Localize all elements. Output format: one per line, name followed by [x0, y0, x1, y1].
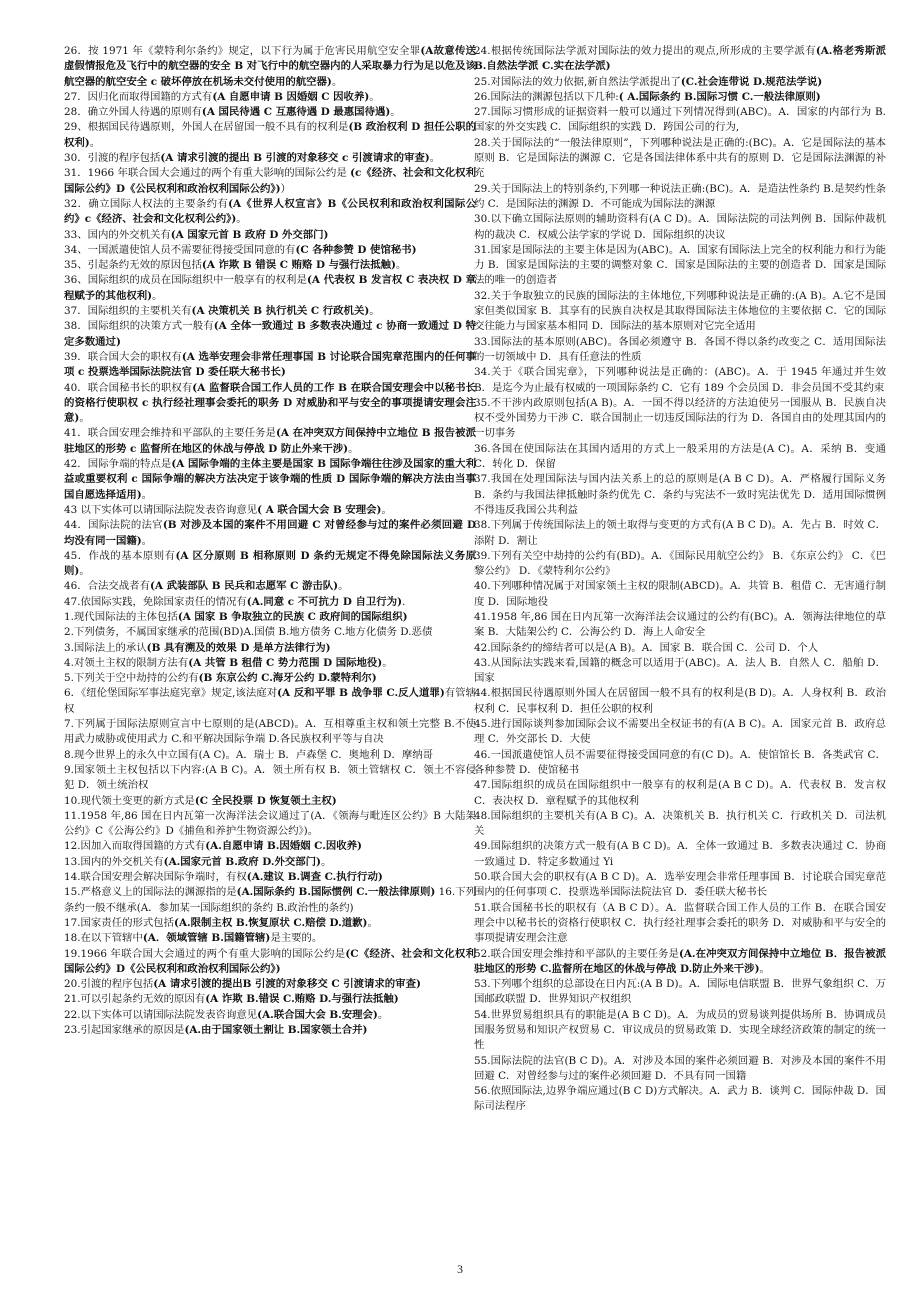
question-item	[474, 1084, 886, 1115]
question-text: 14.联合国安理会解决国际争端时，有权	[64, 871, 247, 884]
question-text: 28.关于国际法的“一般法律原则”，下列哪种说法是正确的:(BC)。A．它是国际法的基本原则 B．它是国际法的渊源 C．它是各国法律体系中共有的原则 D．它是国际法渊源的补充	[474, 136, 886, 180]
answer-text: (B 具有溯及的效果 D 是单方法律行为)	[146, 641, 331, 654]
question-tail: 。	[79, 565, 90, 578]
question-text: 36.各国在使国际法在其国内适用的方式上一般采用的方法是(A C)。A．采纳 B．变通 C．转化 D．保留	[474, 442, 886, 471]
question-text: 42.国际条约的缔结者可以是(A B)。A．国家 B．联合国 C．公司 D．个人	[474, 641, 819, 654]
question-item	[64, 625, 476, 640]
question-text: 20.引渡的程序包括	[64, 978, 154, 991]
question-item	[64, 686, 476, 717]
answer-text: (B 政治权利 D 担任公职的权利)	[64, 121, 476, 149]
question-text: 37．国际组织的主要机关有	[64, 305, 192, 318]
question-item	[474, 518, 886, 549]
question-item	[64, 839, 476, 854]
answer-text: (A 诈欺 B 错误 C 贿赂 D 与强行法抵触)	[201, 259, 396, 272]
answer-text: (A.国际条约 B.国际惯例 C.一般法律原则)	[236, 886, 436, 899]
question-text: 32．确立国际人权法的主要条约有	[64, 197, 229, 210]
question-item	[474, 656, 886, 687]
question-tail: 。	[395, 259, 407, 272]
answer-text: (C.社会连带说 D.规范法学说)	[680, 75, 823, 88]
question-text: 31.国家是国际法的主要主体是因为(ABC)。A．国家有国际法上完全的权利能力和行为能力 B．国家是国际法的主要的调整对象 C．国家是国际法的主要的创造者 D．国家是国际法的唯一的创造者	[474, 243, 886, 287]
question-text: 5.下列关于空中劫持的公约有	[64, 672, 199, 685]
answer-text: (A．领域管辖 B.国籍管辖)	[142, 932, 271, 945]
answer-text: (A.由于国家领土割让 B.国家领土合并)	[184, 1024, 368, 1036]
answer-text: (B 东京公约 C.海牙公约 D.蒙特利尔)	[198, 672, 377, 685]
question-item	[64, 916, 476, 931]
question-item	[64, 855, 476, 870]
question-item	[64, 610, 476, 625]
question-text: 40.下列哪种情况属于对国家领土主权的限制(ABCD)。A．共管 B．租借 C．无害通行制度 D．国际地役	[474, 580, 886, 608]
question-tail: 。	[320, 855, 332, 868]
answer-text: (A.在冲突双方间保持中立地位 B．报告被派驻地区的形势 C.监督所在地区的休战与停战 D.防止外来干涉)	[474, 947, 886, 975]
question-text: 7.下列属于国际法原则宣言中七原则的是(ABCD)。A．互相尊重主权和领土完整 B.不使用武力威胁或使用武力 C.和平解决国际争端 D.各民族权利平等与自决	[64, 718, 476, 746]
question-text: 43.从国际法实践来看,国籍的概念可以适用于(ABC)。A．法人 B．自然人 C．船舶 D．国家	[474, 656, 886, 685]
question-text: 41.1958 年,86 国在日内瓦第一次海洋法会议通过的公约有(BC)。A．领海法律地位的草案 B．大陆架公约 C．公海公约 D．海上人命安全	[474, 610, 886, 639]
question-text: 52.联合国安理会维持和平部队的主要任务是	[474, 947, 679, 960]
question-item	[64, 579, 476, 594]
question-item	[64, 977, 476, 992]
question-item	[474, 641, 886, 656]
question-text: 6．《纽伦堡国际军事法庭宪章》规定,该法庭对	[64, 687, 278, 700]
question-item	[64, 319, 476, 350]
question-text: 49.国际组织的决策方式一般有(A B C D)。A．全体一致通过 B．多数表决通过 C．协商一致通过 D．特定多数通过 Yi	[474, 840, 886, 868]
question-text: 44．国际法院的法官	[64, 519, 163, 532]
question-item	[474, 44, 886, 75]
answer-text: (A 全体一致通过 B 多数表决通过 c 协商一致通过 D 特定多数通过)	[64, 320, 476, 348]
question-item	[474, 870, 886, 901]
question-tail: 。	[429, 152, 441, 165]
question-text: 18.在以下管辖中	[64, 932, 143, 945]
question-item	[474, 549, 886, 580]
question-text: 33、国内的外交机关有	[64, 228, 171, 241]
question-item	[474, 105, 886, 136]
question-tail: 。	[367, 916, 378, 929]
answer-text: (A 反和平罪 B 战争罪 C.反人道罪)	[277, 687, 445, 700]
question-text: 46.一国派遣使馆人员不需要征得接受国同意的有(C D)。A．使馆馆长 B．各类武官 C．各种参赞 D．使馆秘书	[474, 748, 886, 776]
question-item	[474, 212, 886, 243]
answer-text: (A.国家元首 B.政府 D.外交部门)	[163, 855, 321, 868]
question-text: 47.国际组织的成员在国际组织中一般享有的权利是(A B C D)。A．代表权 B．发言权 C．表决权 D．章程赋予的其他权利	[474, 779, 886, 807]
question-item	[64, 671, 476, 686]
answer-text: (A 国家元首 B 政府 D 外交部门)	[170, 228, 329, 241]
question-text: 39.下列有关空中劫持的公约有(BD)。A．《国际民用航空公约》 B．《东京公约》 C．《巴黎公约》 D．《蒙特利尔公约》	[474, 549, 886, 578]
answer-text: (B 对涉及本国的案件不用回避 C 对曾经参与过的案件必须回避 D 均没有同一国籍)	[64, 519, 476, 547]
question-tail: 。	[331, 75, 343, 88]
question-text: 2.下列债务，不属国家继承的范围(BD)A.国债 B.地方债务 C.地方化债务 D.恶债	[64, 626, 433, 639]
question-text: 50.联合国大会的职权有(A B C D)。A．选举安理会非常任理事国 B．讨论联合国宪章范围内的任何事项 C．投票选举国际法院法官 D．委任联大秘书长	[474, 871, 886, 899]
question-text: 13.国内的外交机关有	[64, 855, 164, 868]
question-text: 54.世界贸易组织具有的职能是(A B C D)。A．为成员的贸易谈判提供场所 B．协调成员国服务贸易和知识产权贸易 C．审议成员的贸易政策 D．实现全球经济政策的制定的统一性	[474, 1008, 886, 1052]
question-text: 55.国际法院的法官(B C D)。A．对涉及本国的案件必须回避 B．对涉及本国的案件不用回避 C．对曾经参与过的案件必须回避 D．不具有同一国籍	[474, 1054, 886, 1082]
question-text: 27.国际习惯形成的证据资料一般可以通过下列情况得到(ABC)。A．国家的内部行为 B.国家的外交实践 C．国际组织的实践 D．跨国公司的行为,	[474, 106, 886, 134]
question-text: 39．联合国大会的职权有	[64, 350, 182, 363]
question-tail: 。	[369, 90, 380, 103]
question-text: 33.国际法的基本原则(ABC)。各国必须遵守 B．各国不得以条约改变之 C．适用国际法的一切领域中 D．具有任意法的性质	[474, 335, 886, 363]
answer-text: (A 决策机关 B 执行机关 C 行政机关)	[191, 305, 370, 318]
question-item	[64, 748, 476, 763]
question-text: 31．1966 年联合国大会通过的两个有重大影响的国际公约是	[64, 167, 351, 180]
question-tail: 。	[369, 305, 380, 318]
question-tail: 。	[348, 442, 359, 455]
question-text: 28．确立外国人待遇的原则有	[64, 106, 202, 119]
question-text: 27．因归化而取得国籍的方式有	[64, 90, 213, 103]
question-text: 8.现今世界上的永久中立国有(A C)。A．瑞士 B．卢森堡 C．奥地利 D．摩纳哥	[64, 748, 434, 761]
answer-text: (A 自愿申请 B 因婚姻 C 因收养)	[212, 90, 370, 103]
right-column	[474, 44, 886, 1115]
question-tail: 。	[382, 656, 393, 669]
question-text: 42．国际争端的特点是	[64, 458, 172, 471]
question-text: 12.因加入而取得国籍的方式有	[64, 840, 206, 853]
question-text: 34.关于《联合国宪章》，下列哪种说法是正确的：(ABC)。A．于 1945 年通过并生效 B．是迄今为止最有权威的一项国际条约 C．它有 189 个会员国 D．非会员国不受其约束	[474, 366, 886, 394]
question-text: 40．联合国秘书长的职权有	[64, 381, 193, 394]
answer-text: (A 区分原则 B 相称原则 D 条约无规定不得免除国际法义务原则)	[64, 549, 476, 578]
left-column	[64, 44, 476, 1038]
question-item	[64, 151, 476, 166]
question-text: 17.国家责任的形式包括	[64, 916, 175, 929]
question-text: 11.1958 年,86 国在日内瓦第一次海洋法会议通过了(A．《领海与毗连区公约》B 大陆架公约》C《公海公约》D《捕鱼和养护生物资源公约》)。	[64, 809, 476, 838]
question-tail: 。	[390, 106, 401, 119]
question-text: 30.以下确立国际法原则的辅助资料有(A C D)。A．国际法院的司法判例 B．国际仲裁机构的裁决 C．权威公法学家的学说 D．国际组织的决议	[474, 213, 886, 241]
question-text: 26.国际法的渊源包括以下几种:	[474, 90, 619, 103]
question-item	[474, 901, 886, 947]
question-item	[474, 90, 886, 105]
question-item	[64, 304, 476, 319]
answer-text: (A 共管 B 租借 C 势力范围 D 国际地役)	[188, 656, 383, 669]
question-item	[64, 120, 476, 151]
answer-text: (A.限制主权 B.恢复原状 C.赔偿 D.道歉)	[174, 916, 368, 929]
question-tail: 。	[381, 503, 392, 516]
question-tail: 。	[759, 962, 770, 975]
question-text: 37.我国在处理国际法与国内法关系上的总的原则是(A B C D)。A．严格履行国际义务 B．条约与我国法律抵触时条约优先 C．条约与宪法不一致时宪法优先 D．适用国际惯例不得违反我国公共利益	[474, 473, 886, 516]
question-item	[474, 472, 886, 518]
question-tail: 。	[338, 580, 349, 593]
question-text: 1.现代国际法的主体包括	[64, 610, 178, 623]
question-text: 35.不干涉内政原则包括(A B)。A．一国不得以经济的方法迫使另一国服从 B．民族自决权不受外国势力干涉 C．联合国制止一切违反国际法的行为 D．各国自由的处理其国内的一切事务	[474, 396, 886, 440]
question-tail: 。	[79, 412, 90, 425]
question-item	[64, 717, 476, 748]
question-item	[64, 885, 476, 916]
question-item	[64, 595, 476, 610]
question-item	[474, 335, 886, 366]
question-text: 35、引起条约无效的原因包括	[64, 259, 202, 272]
question-tail: 是主要的。	[270, 932, 323, 945]
question-tail: 。	[377, 1008, 389, 1021]
question-text: 15.严格意义上的国际法的渊源指的是	[64, 886, 237, 899]
question-item	[64, 457, 476, 503]
question-text: 21.可以引起条约无效的原因有	[64, 993, 206, 1006]
question-item	[64, 870, 476, 885]
question-item	[474, 686, 886, 717]
question-tail: 16.下列条约一般不继承(A．参加某一国际组织的条约 B.政治性的条约)	[64, 886, 476, 914]
question-tail: ）	[280, 182, 291, 195]
answer-text: (C 各种参赞 D 使馆秘书)	[295, 243, 417, 256]
answer-text: (C 全民投票 D 恢复领土主权)	[194, 794, 337, 807]
question-item	[474, 1008, 886, 1054]
question-item	[474, 717, 886, 748]
answer-text: (A 诈欺 B.错误 C.贿赂 D.与强行法抵触)	[205, 993, 399, 1006]
question-item	[474, 365, 886, 396]
question-item	[64, 809, 476, 840]
question-text: 47.依国际实践，免除国家责任的情况有	[64, 595, 247, 608]
question-item	[64, 549, 476, 580]
question-item	[64, 90, 476, 105]
answer-text: (A 在冲突双方间保持中立地位 B 报告被派驻地区的形势 c 监督所在地区的休战与停战 D 防止外来干涉)	[64, 427, 476, 455]
question-item	[474, 610, 886, 641]
question-item	[64, 1008, 476, 1023]
question-text: 19.1966 年联合国大会通过的两个有重大影响的国际公约是	[64, 947, 346, 960]
question-text: 46．合法交战者有	[64, 580, 150, 593]
question-item	[474, 243, 886, 289]
question-item	[64, 350, 476, 381]
question-text: 45．作战的基本原则有	[64, 549, 176, 562]
question-text: 34、一国派遣使馆人员不需要征得接受国同意的有	[64, 243, 296, 256]
answer-text: (A.同意 c 不可抗力 D 自卫行为)	[246, 595, 403, 608]
question-item	[64, 931, 476, 946]
question-item	[64, 105, 476, 120]
question-item	[474, 182, 886, 213]
answer-text: (A.联合国大会 B.安理会)	[257, 1008, 378, 1021]
question-text: 24.根据传统国际法学派对国际法的效力提出的观点,所形成的主要学派有	[474, 45, 816, 57]
answer-text: (A 监督联合国工作人员的工作 B 在联合国安理会中以秘书长的资格行使职权 c 执行经社理事会委托的职务 D 对威胁和平与安全的事项提请安理会注意)	[64, 381, 476, 425]
question-item	[64, 641, 476, 656]
question-item	[474, 839, 886, 870]
question-item	[474, 579, 886, 610]
question-item	[474, 778, 886, 809]
question-tail: 。	[152, 289, 163, 302]
question-text: 29、根据国民待遇原则，外国人在居留国一般不具有的权利是	[64, 121, 349, 134]
question-text: 30．引渡的程序包括	[64, 152, 161, 165]
question-text: 9.国家领土主权包括以下内容:(A B C)。A．领土所有权 B．领土管辖权 C．领土不容侵犯 D．领土统治权	[64, 763, 476, 792]
question-text: 23.引起国家继承的原因是	[64, 1024, 185, 1036]
question-item	[64, 992, 476, 1007]
answer-text: (A 国民待遇 C 互惠待遇 D 最惠国待遇)	[201, 106, 391, 119]
question-text: 26．按 1971 年《蒙特利尔条约》规定，以下行为属于危害民用航空安全罪	[64, 45, 421, 57]
question-item	[64, 166, 476, 197]
question-item	[64, 503, 476, 518]
question-item	[474, 748, 886, 779]
question-item	[474, 136, 886, 182]
question-tail: 。	[141, 534, 153, 547]
question-item	[474, 977, 886, 1008]
question-item	[64, 656, 476, 671]
question-item	[64, 228, 476, 243]
answer-text: (C《经济、社会和文化权利国际公约》D《公民权利和政治权利国际公约》)	[64, 947, 476, 975]
question-item	[64, 426, 476, 457]
question-text: 3.国际法上的承认	[64, 641, 147, 654]
question-text: 41．联合国安理会维持和平部队的主要任务是	[64, 427, 276, 440]
page-number: 3	[457, 1262, 463, 1276]
answer-text: ( A 联合国大会 B 安理会)	[257, 503, 382, 516]
answer-text: (A.格老秀斯派 B.自然法学派 C.实在法学派)	[474, 45, 886, 73]
question-item	[64, 381, 476, 427]
question-text: 36、国际组织的成员在国际组织中一般享有的权利是	[64, 274, 307, 287]
answer-text: (A.建议 B.调查 C.执行行动)	[246, 871, 383, 884]
question-item	[64, 794, 476, 809]
question-item	[474, 442, 886, 473]
question-item	[474, 1054, 886, 1085]
question-item	[64, 273, 476, 304]
answer-text: (A《世界人权宣言》B《公民权利和政治权利国际公约》c《经济、社会和文化权利公约》)	[64, 197, 476, 226]
question-tail: 。	[89, 136, 101, 149]
question-tail: 有管辖权	[64, 687, 476, 715]
question-text: 48.国际组织的主要机关有(A B C)。A．决策机关 B．执行机关 C．行政机关 D．司法机关	[474, 809, 886, 838]
question-text: 38.下列属于传统国际法上的领土取得与变更的方式有(A B C D)。A．先占 B．时效 C．添附 D．割让	[474, 519, 886, 547]
question-text: 25.对国际法的效力依据,新自然法学派提出了	[474, 75, 681, 88]
question-item	[474, 75, 886, 90]
answer-text: (A故意传送虚假情报危及飞行中的航空器的安全 B 对飞行中的航空器内的人采取暴力行为足以危及该航空器的航空安全 c 破坏停放在机场未交付使用的航空器)	[64, 45, 476, 88]
question-item	[474, 289, 886, 335]
question-item	[474, 947, 886, 978]
question-text: 44.根据国民待遇原则外国人在居留国一般不具有的权利是(B D)。A．人身权利 B．政治权利 C．民事权利 D．担任公职的权利	[474, 687, 886, 715]
answer-text: (A 选举安理会非常任理事国 B 讨论联合国宪章范围内的任何事项 c 投票选举国际法院法官 D 委任联大秘书长)	[64, 350, 476, 379]
question-text: 43 以下实体可以请国际法院发表咨询意见	[64, 503, 258, 516]
question-item	[474, 809, 886, 840]
question-item	[64, 763, 476, 794]
question-text: 4.对领土主权的限制方法有	[64, 656, 189, 669]
answer-text: (A 武装部队 B 民兵和志愿军 C 游击队)	[149, 580, 339, 593]
question-text: 51.联合国秘书长的职权有（A B C D）。A．监督联合国工作人员的工作 B．在联合国安理会中以秘书长的资格行使职权 C．执行经社理事会委托的职务 D．对威胁和平与安全的事项提请安理会注意	[474, 901, 886, 945]
answer-text: (A 请求引渡的提出 B 引渡的对象移交 c 引渡请求的审查)	[160, 152, 430, 165]
question-text: 45.进行国际谈判参加国际会议不需要出全权证书的有(A B C)。A．国家元首 B．政府总理 C．外交部长 D．大使	[474, 718, 886, 746]
answer-text: ( A.国际条约 B.国际习惯 C.一般法律原则)	[618, 90, 821, 103]
question-item	[64, 258, 476, 273]
question-item	[64, 197, 476, 228]
question-item	[64, 44, 476, 90]
question-item	[474, 396, 886, 442]
answer-text: (A 国际争端的主体主要是国家 B 国际争端往往涉及国家的重大利益或重要权利 c 国际争端的解决方法决定于该争端的性质 D 国际争端的解决方法由当事国自愿选择适用)	[64, 458, 476, 501]
question-tail: 。	[141, 488, 153, 501]
question-tail: 。	[236, 213, 247, 226]
question-text: 53.下列哪个组织的总部设在日内瓦:(A B D)。A．国际电信联盟 B．世界气象组织 C．万国邮政联盟 D．世界知识产权组织	[474, 978, 886, 1006]
answer-text: (A.自愿申请 B.因婚姻 C.因收养)	[205, 840, 362, 853]
question-text: 56.依照国际法,边界争端应通过(B C D)方式解决。A．武力 B．谈判 C．国际仲裁 D．国际司法程序	[474, 1085, 886, 1113]
answer-text: (A 请求引渡的提出B 引渡的对象移交 C 引渡请求的审查)	[153, 978, 421, 991]
question-text: 10.现代领土变更的新方式是	[64, 794, 195, 807]
question-text: 29.关于国际法上的特别条约,下列哪一种说法正确:(BC)。A．是造法性条约 B.是契约性条约 C．是国际法的渊源 D．不可能成为国际法的渊源	[474, 182, 886, 210]
answer-text: (c《经济、社会和文化权利国际公约》D《公民权利和政治权利国际公约》)	[64, 167, 476, 195]
question-item	[64, 1023, 476, 1038]
question-item	[64, 243, 476, 258]
question-item	[64, 947, 476, 978]
question-text: 32.关于争取独立的民族的国际法的主体地位,下列哪种说法是正确的:(A B)。A.它不是国家但类似国家 B．其享有的民族自决权是其取得国际法主体地位的主要依据 C．它的国际交往能力与国家基本相同 D．国际法的基本原则对它完全适用	[474, 289, 886, 333]
answer-text: (A 国家 B 争取独立的民族 C 政府间的国际组织)	[177, 610, 408, 623]
question-text: 38．国际组织的决策方式一般有	[64, 320, 214, 333]
question-text: 22.以下实体可以请国际法院发表咨询意见	[64, 1008, 258, 1021]
answer-text: (A 代表权 B 发言权 C 表决权 D 章程赋予的其他权利)	[64, 274, 476, 302]
question-item	[64, 518, 476, 549]
question-tail: .	[402, 595, 406, 608]
